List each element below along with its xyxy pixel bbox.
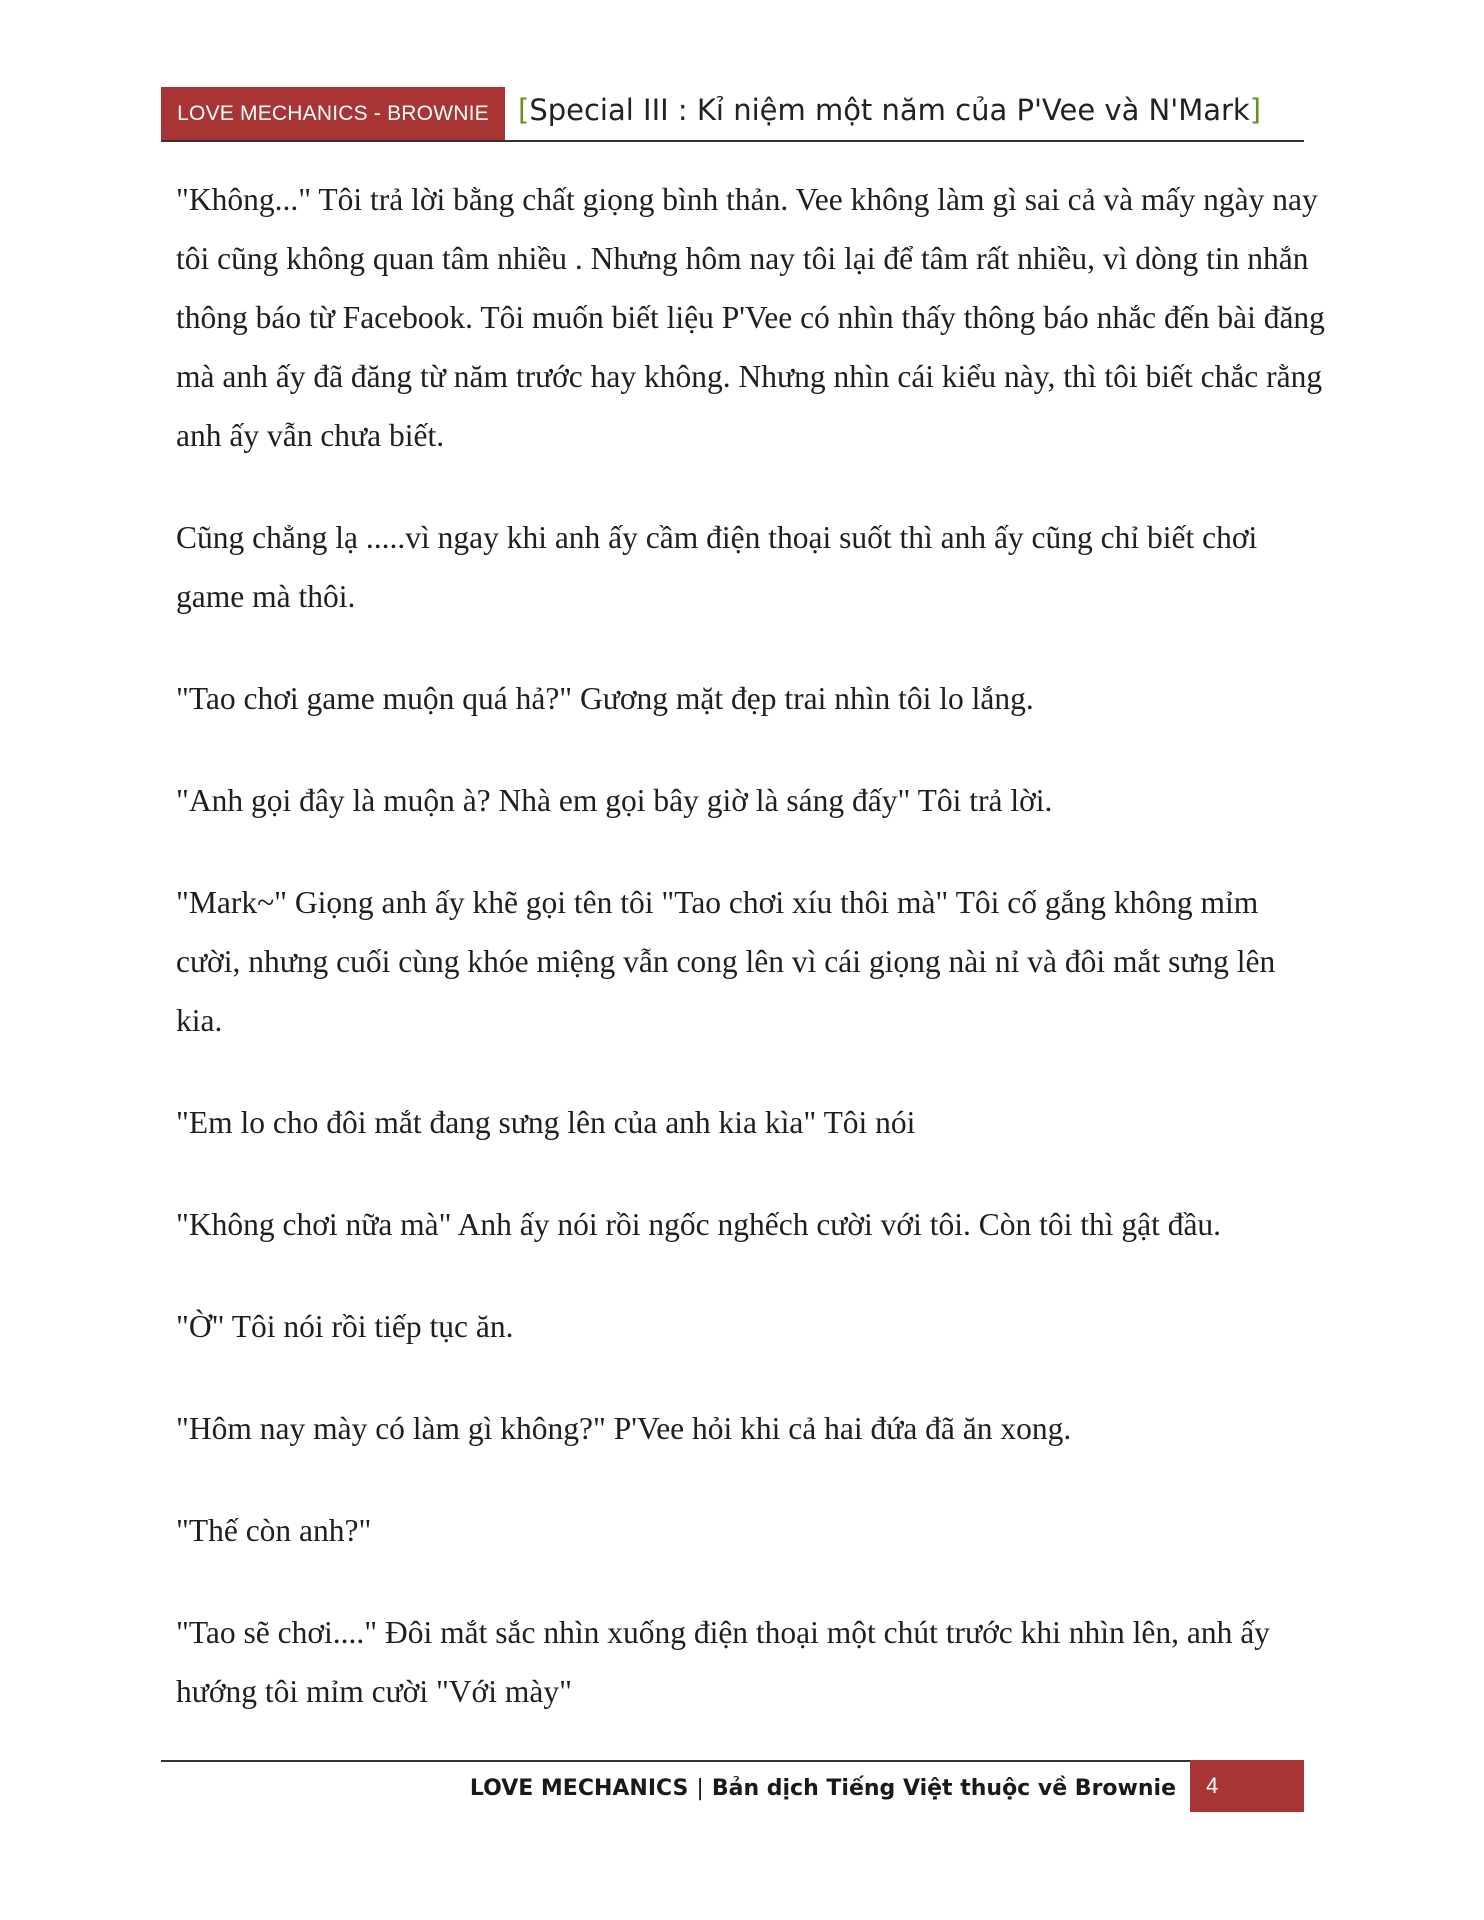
chapter-title-text: Special III : Kỉ niệm một năm của P'Vee và N'Mark (529, 93, 1250, 127)
footer-translation-credit: Bản dịch Tiếng Việt thuộc về Brownie (711, 1776, 1176, 1801)
footer-separator: | (696, 1776, 704, 1801)
footer-credit (470, 1766, 1176, 1812)
paragraph: "Anh gọi đây là muộn à? Nhà em gọi bây giờ là sáng đấy" Tôi trả lời. (176, 783, 1053, 818)
footer-book-title: LOVE MECHANICS (469, 1776, 689, 1801)
page-number: 4 (1190, 1760, 1304, 1812)
paragraph: "Không..." Tôi trả lời bằng chất giọng bình thản. Vee không làm gì sai cả và mấy ngày nay tôi cũng không quan tâm nhiều . Nhưng hôm nay tôi lại để tâm rất nhiều, vì dòng tin nhắn thông báo từ Facebook. Tôi muốn biết liệu P'Vee có nhìn thấy thông báo nhắc đến bài đăng mà anh ấy đã đăng từ năm trước hay không. Nhưng nhìn cái kiểu này, thì tôi biết chắc rằng anh ấy vẫn chưa biết. (176, 182, 1325, 453)
header-divider (161, 140, 1304, 142)
paragraph: "Tao sẽ chơi...." Đôi mắt sắc nhìn xuống điện thoại một chút trước khi nhìn lên, anh ấy hướng tôi mỉm cười "Với mày" (176, 1615, 1270, 1709)
page-header (161, 87, 1304, 140)
header-badge: LOVE MECHANICS - BROWNIE (161, 87, 505, 140)
page-content (176, 170, 1326, 1764)
paragraph: "Hôm nay mày có làm gì không?" P'Vee hỏi khi cả hai đứa đã ăn xong. (176, 1411, 1072, 1446)
paragraph: "Tao chơi game muộn quá hả?" Gương mặt đẹp trai nhìn tôi lo lắng. (176, 681, 1034, 716)
chapter-title (518, 93, 1261, 127)
paragraph: "Không chơi nữa mà" Anh ấy nói rồi ngốc nghếch cười với tôi. Còn tôi thì gật đầu. (176, 1207, 1222, 1242)
paragraph: "Ờ" Tôi nói rồi tiếp tục ăn. (176, 1309, 514, 1344)
paragraph: Cũng chẳng lạ .....vì ngay khi anh ấy cầm điện thoại suốt thì anh ấy cũng chỉ biết chơi game mà thôi. (176, 520, 1258, 614)
bracket-open: [ (518, 93, 530, 127)
paragraph: "Thế còn anh?" (176, 1513, 372, 1548)
paragraph: "Em lo cho đôi mắt đang sưng lên của anh kia kìa" Tôi nói (176, 1105, 916, 1140)
paragraph: "Mark~" Giọng anh ấy khẽ gọi tên tôi "Tao chơi xíu thôi mà" Tôi cố gắng không mỉm cười, nhưng cuối cùng khóe miệng vẫn cong lên vì cái giọng nài nỉ và đôi mắt sưng lên kia. (176, 885, 1276, 1038)
bracket-close: ] (1249, 93, 1262, 127)
footer-divider (161, 1760, 1190, 1762)
